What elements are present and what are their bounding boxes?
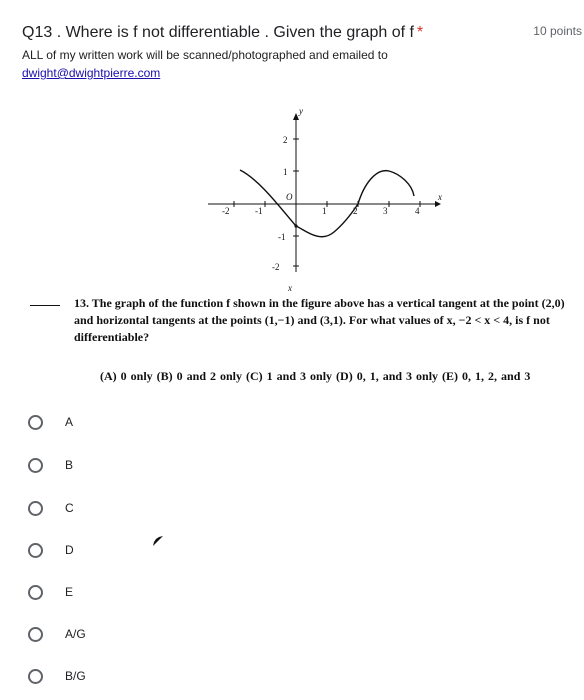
radio-button[interactable]: [28, 415, 43, 430]
question-title: [22, 24, 423, 42]
radio-button[interactable]: [28, 458, 43, 473]
y-tick-label: 1: [283, 167, 288, 177]
option-label: A/G: [65, 627, 86, 641]
x-tick-label: -2: [222, 206, 230, 216]
y-tick-label: -1: [278, 232, 286, 242]
option-e[interactable]: [28, 581, 73, 603]
radio-button[interactable]: [28, 669, 43, 684]
x-tick-label: 3: [383, 206, 388, 216]
required-asterisk: *: [416, 24, 424, 41]
option-c[interactable]: [28, 497, 74, 519]
answer-choices: (A) 0 only (B) 0 and 2 only (C) 1 and 3 only (D) 0, 1, and 3 only (E) 0, 1, 2, and 3: [100, 369, 531, 383]
graph-caption-mark: x: [288, 283, 292, 293]
option-label: C: [65, 501, 74, 515]
option-d[interactable]: [28, 539, 74, 561]
mouse-cursor-icon: [152, 535, 164, 547]
option-a-g[interactable]: [28, 623, 86, 645]
x-tick-label: 1: [322, 206, 327, 216]
radio-button[interactable]: [28, 585, 43, 600]
option-label: B/G: [65, 669, 86, 683]
radio-button[interactable]: [28, 627, 43, 642]
y-tick-label: 2: [283, 135, 288, 145]
radio-button[interactable]: [28, 543, 43, 558]
option-b[interactable]: [28, 454, 73, 476]
option-label: D: [65, 543, 74, 557]
x-tick-label: 4: [415, 206, 420, 216]
y-tick-label: -2: [272, 262, 280, 272]
problem-text: [74, 295, 574, 346]
option-b-g[interactable]: [28, 665, 86, 687]
question-title-text: Q13 . Where is f not differentiable . Given the graph of f: [22, 24, 414, 41]
problem-number: 13.: [74, 296, 89, 310]
option-label: B: [65, 458, 74, 472]
x-axis-label: x: [438, 192, 442, 202]
option-label: E: [65, 585, 74, 599]
radio-button[interactable]: [28, 501, 43, 516]
question-description: ALL of my written work will be scanned/photographed and emailed to: [22, 48, 388, 62]
x-tick-label: -1: [255, 206, 263, 216]
curve-point: [294, 224, 297, 227]
x-tick-label: 2: [353, 206, 358, 216]
y-axis-label: y: [299, 106, 303, 116]
problem-statement: The graph of the function f shown in the figure above has a vertical tangent at the point (2,0) and horizontal tangents at the points (1,−1) and (3,1). For what values of x, −2 < x < 4, is f not differentiable?: [74, 296, 565, 344]
option-label: A: [65, 415, 74, 429]
origin-label: O: [286, 192, 293, 202]
answer-blank: [30, 305, 60, 306]
option-a[interactable]: [28, 411, 73, 433]
email-link[interactable]: dwight@dwightpierre.com: [22, 66, 161, 80]
points-label: 10 points: [533, 24, 582, 38]
question-graph: [200, 100, 450, 293]
